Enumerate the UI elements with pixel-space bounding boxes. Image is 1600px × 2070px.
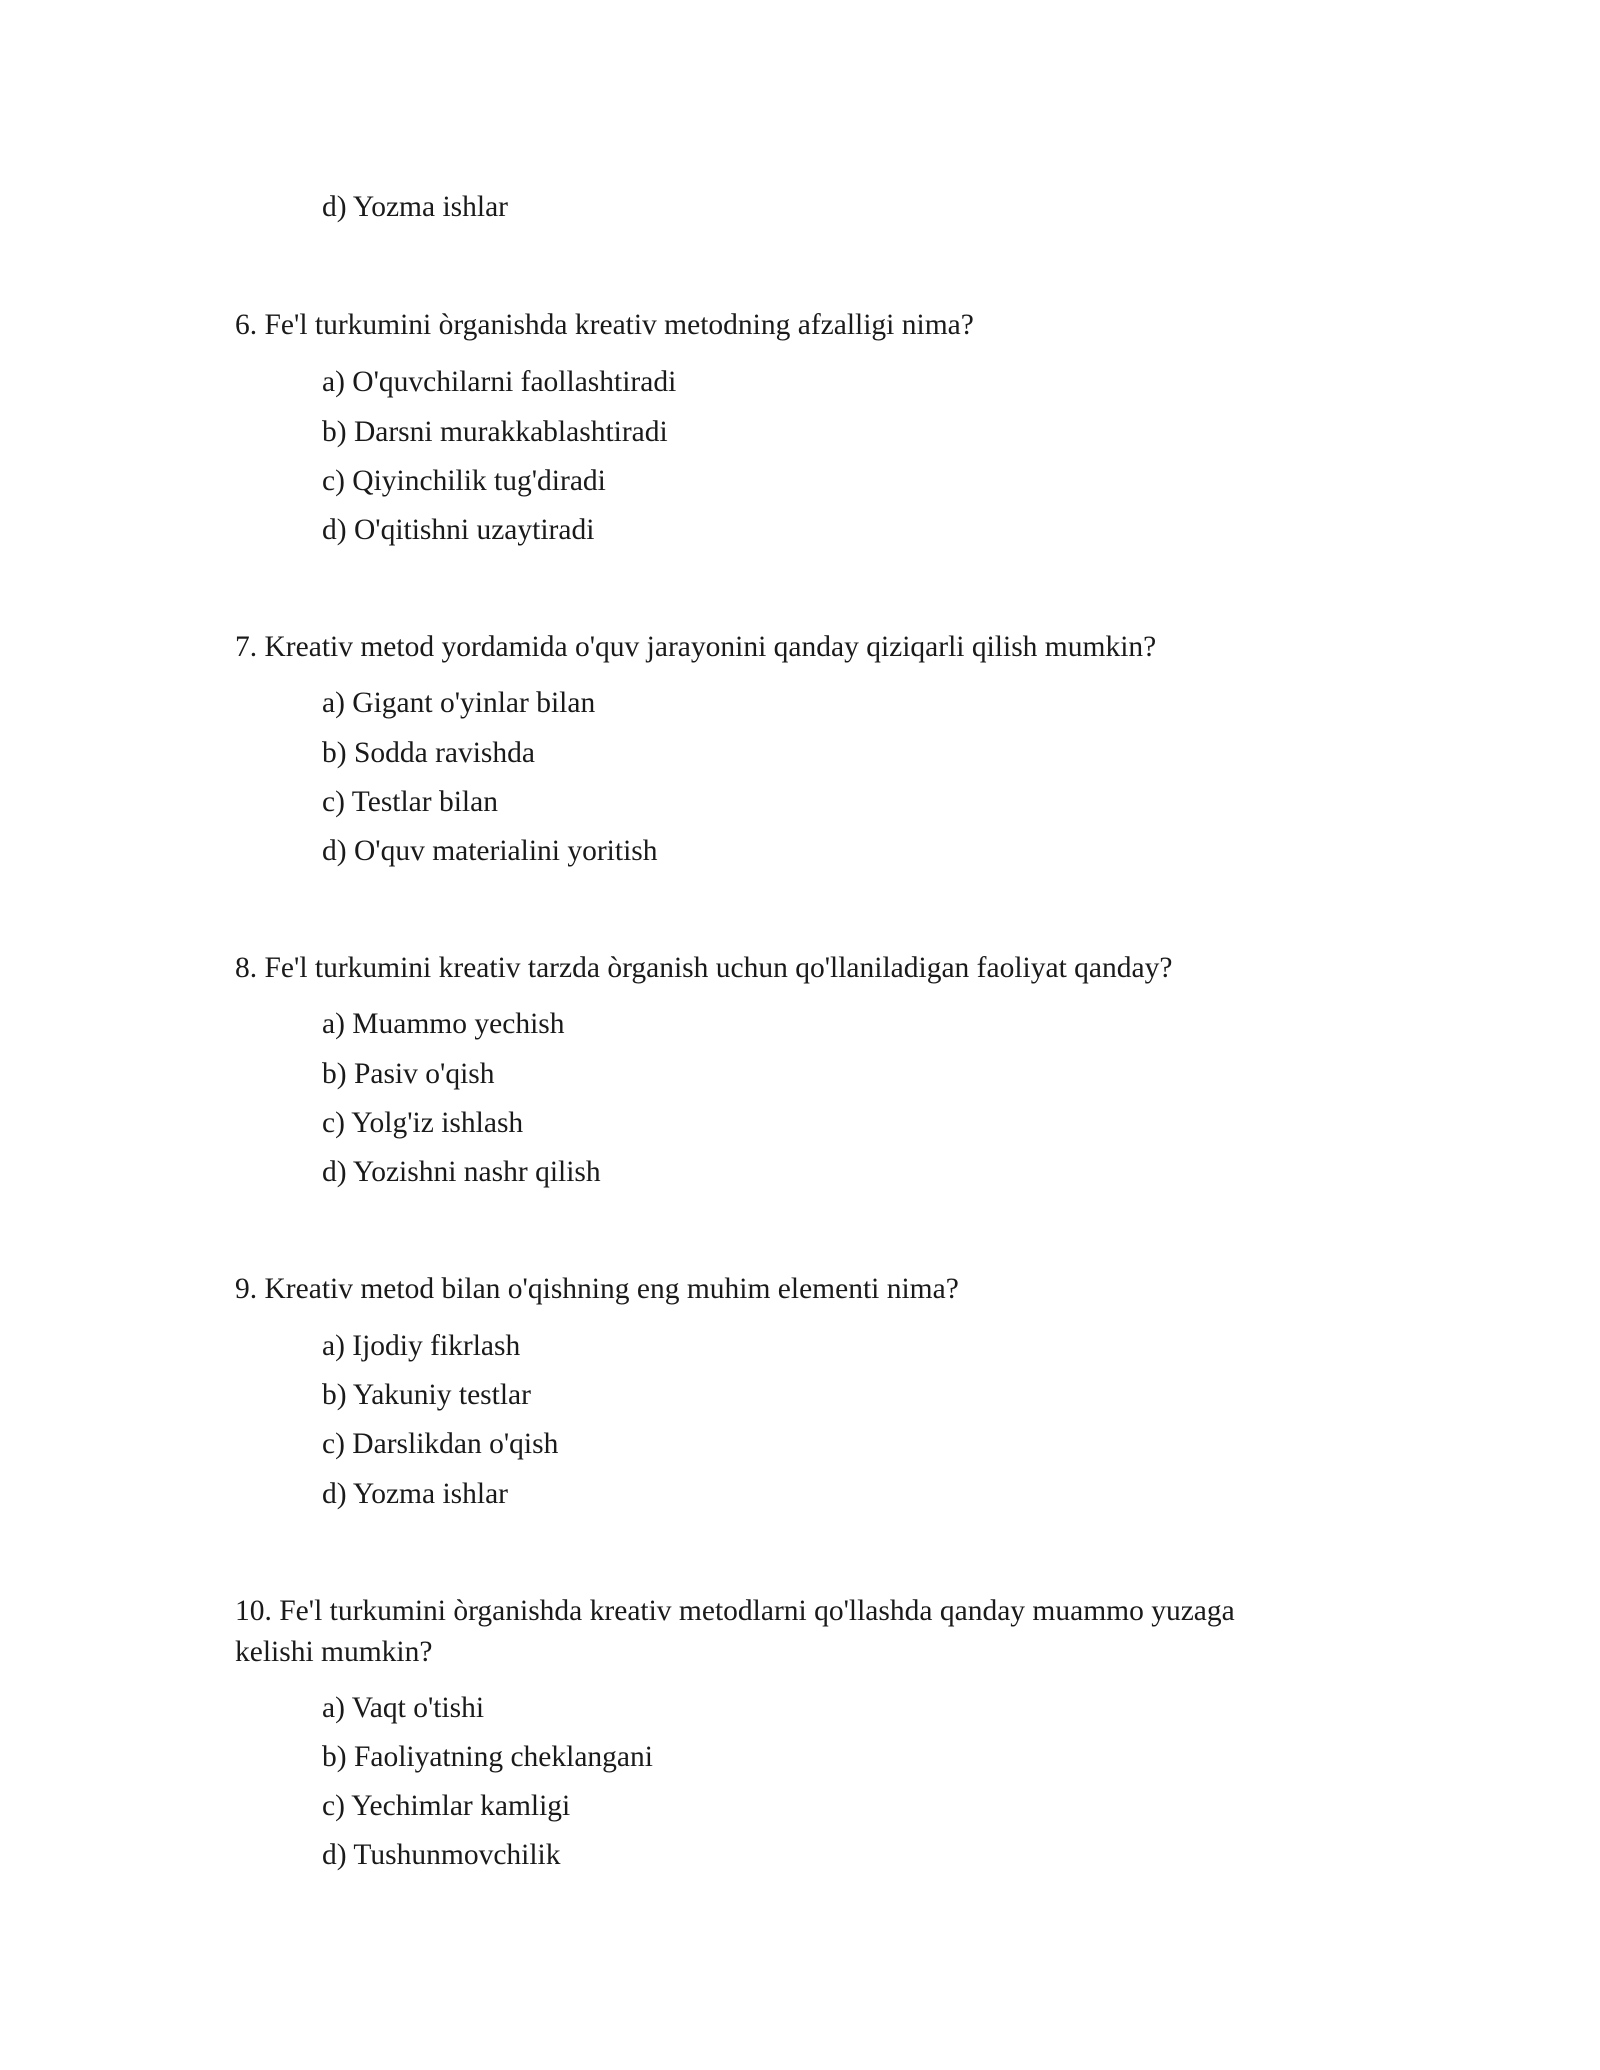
question-8-text: 8. Fe'l turkumini kreativ tarzda òrganish uchun qo'llaniladigan faoliyat qanday? (235, 952, 1173, 984)
question-6-option-c: c) Qiyinchilik tug'diradi (322, 465, 606, 497)
question-7-option-a: a) Gigant o'yinlar bilan (322, 687, 596, 719)
question-8-option-c: c) Yolg'iz ishlash (322, 1107, 524, 1139)
question-10-option-c: c) Yechimlar kamligi (322, 1790, 571, 1822)
question-10-option-d: d) Tushunmovchilik (322, 1839, 561, 1871)
question-6-option-d: d) O'qitishni uzaytiradi (322, 514, 595, 546)
question-10-text-line2: kelishi mumkin? (235, 1636, 433, 1668)
question-9-option-b: b) Yakuniy testlar (322, 1379, 531, 1411)
question-9-option-d: d) Yozma ishlar (322, 1478, 509, 1510)
question-7-text: 7. Kreativ metod yordamida o'quv jarayonini qanday qiziqarli qilish mumkin? (235, 631, 1157, 663)
question-9-option-c: c) Darslikdan o'qish (322, 1428, 559, 1460)
question-7-option-d: d) O'quv materialini yoritish (322, 835, 658, 867)
question-10-text-line1: 10. Fe'l turkumini òrganishda kreativ metodlarni qo'llashda qanday muammo yuzaga (235, 1595, 1235, 1627)
question-10-option-a: a) Vaqt o'tishi (322, 1692, 485, 1724)
question-7-option-b: b) Sodda ravishda (322, 737, 536, 769)
question-9-text: 9. Kreativ metod bilan o'qishning eng muhim elementi nima? (235, 1273, 959, 1305)
question-8-option-d: d) Yozishni nashr qilish (322, 1156, 601, 1188)
question-6-text: 6. Fe'l turkumini òrganishda kreativ metodning afzalligi nima? (235, 309, 974, 341)
question-6-option-b: b) Darsni murakkablashtiradi (322, 416, 668, 448)
question-7-option-c: c) Testlar bilan (322, 786, 498, 818)
question-10-option-b: b) Faoliyatning cheklangani (322, 1741, 653, 1773)
carryover-option: d) Yozma ishlar (322, 191, 509, 223)
question-6-option-a: a) O'quvchilarni faollashtiradi (322, 366, 677, 398)
question-8-option-a: a) Muammo yechish (322, 1008, 565, 1040)
question-9-option-a: a) Ijodiy fikrlash (322, 1330, 521, 1362)
question-8-option-b: b) Pasiv o'qish (322, 1058, 495, 1090)
